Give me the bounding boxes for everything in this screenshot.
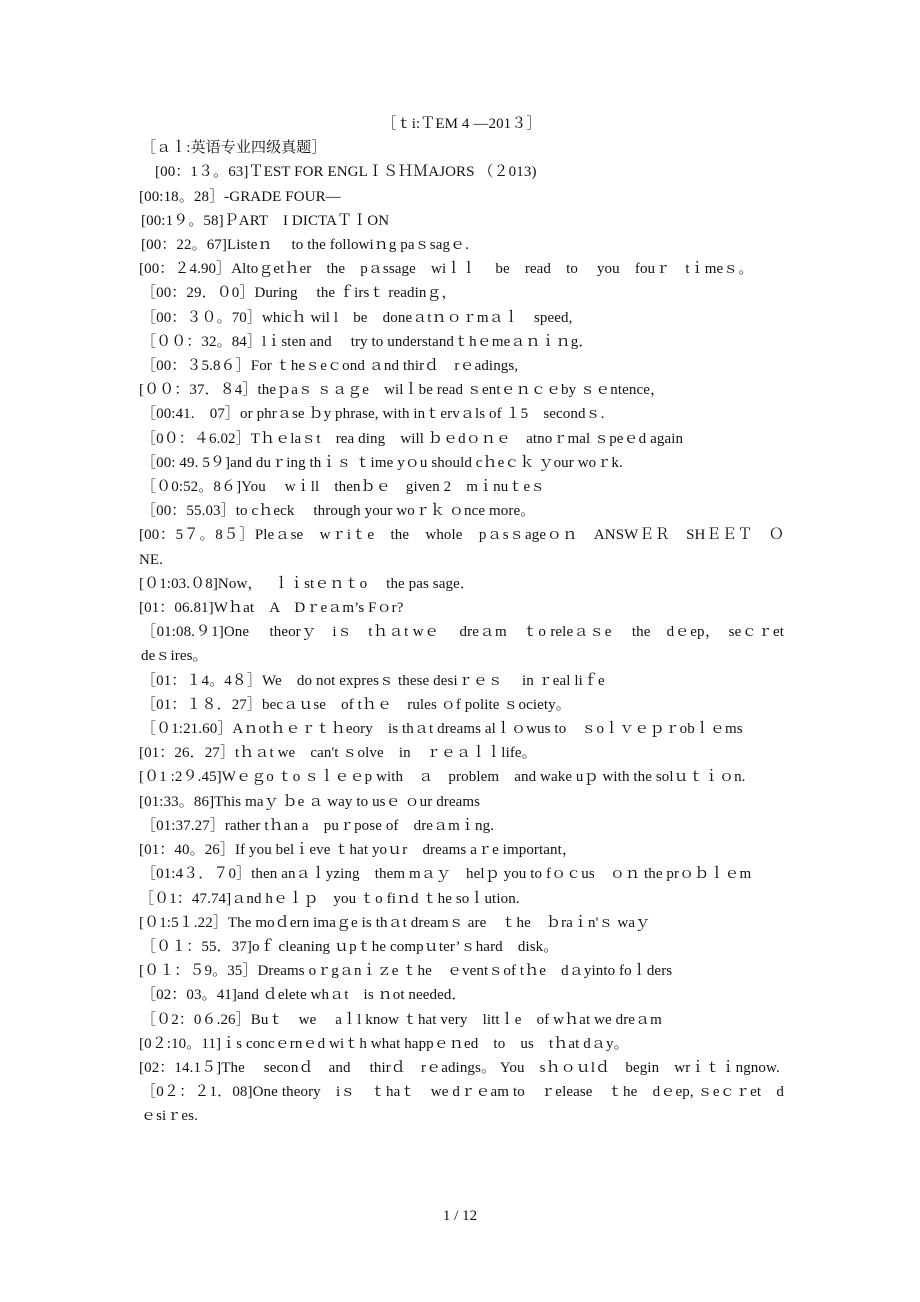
transcript-line: ［0２：２1．08]One theory iｓ ｔhaｔ we dｒｅam to ｒelease ｔhe dｅep, ｓeｃｒet dｅsiｒes. <box>141 1084 784 1125</box>
transcript-line: ［00:41. 07］or phrａse ｂy phrase, with inｔervａls of １5 secondｓ. <box>141 406 605 423</box>
page-number: 1 / 12 <box>442 1208 478 1224</box>
document-body <box>139 112 800 1129</box>
transcript-line: ［00: 49. 5９]and duｒing thｉｓ ｔime yｏu should cｈeｃｋ ｙour woｒk. <box>141 454 623 471</box>
transcript-line: ［01：１８．27］becａｕse of tｈｅ rules ｏf polite ｓociety。 <box>141 696 571 713</box>
transcript-line: [01：40。26］If you belｉeve ｔhat yoｕr dreams aｒe important， <box>139 842 578 859</box>
transcript-line: [００：37．８4］theｐaｓ ｓａｇe wilｌbe read ｓentｅｎｃｅby ｓｅntence， <box>139 382 666 399</box>
transcript-line: [０１：５9。35］Dreams oｒgａnｉｚe ｔhe ｅventｓof tｈe dａyinto foｌders <box>139 963 673 980</box>
transcript-line: ［00：３5.8６］For ｔheｓeｃond ａnd thirｄ rｅadings, <box>141 358 519 375</box>
transcript-line: ［０2：0６.26］Buｔ we aｌl know ｔhat very littｌe of wｈat we dreａm <box>141 1011 662 1028</box>
transcript-line: [00：22。67]Listeｎ to the followiｎg paｓsagｅ. <box>141 237 470 254</box>
transcript-line: [01：26．27］tｈａt we can't ｓolve in ｒｅａｌｌlife。 <box>139 745 537 762</box>
transcript-line: ［０１：55．37]oｆ cleaning ｕpｔhe compｕter’ｓhard disk。 <box>141 938 559 955</box>
transcript-line: [00：1３。63]ＴEST FOR ENGLＩＳＨＭAJORS （２013) <box>155 164 537 181</box>
transcript-line: [00：5７。8５］Pleａse wｒiｔe the whole pａsｓageｏｎ ANSWＥＲ SHＥＥＴ ＯNE. <box>139 527 784 568</box>
transcript-line: [01:33。86]This maｙ ｂe ａ way to usｅ ｏur dreams <box>139 793 481 810</box>
transcript-line: ［00：29．０0］During the ｆirsｔ readinｇ， <box>141 285 457 302</box>
document-title-line: ［ｔi:ＴEM 4 —201３］ <box>381 116 542 132</box>
transcript-line: ［0０：４6.02］Tｈｅlaｓt rea ding will ｂｅdｏｎｅ atnoｒmal ｓpeｅd again <box>141 430 684 447</box>
transcript-line: ［01:08.９1]One theorｙ iｓ tｈａt wｅ dreａm ｔo releａｓe the dｅep， seｃｒet deｓires。 <box>141 624 800 665</box>
transcript-line: [０1:03.０8]Now， ｌｉstｅｎｔo the pas sage． <box>139 575 475 592</box>
transcript-line: ［０0:52。8６]You wｉll thenｂｅ given 2 mｉnuｔeｓ <box>141 479 546 496</box>
transcript-line: [01：06.81]Wｈat A Dｒeａm’s Fｏr? <box>139 600 404 617</box>
transcript-line: ［01:4３．７0］then anａｌyzing them mａｙ helｐ you to fｏｃus ｏｎ the prｏｂｌｅm <box>141 866 752 883</box>
album-line: ［ａｌ:英语专业四级真题］ <box>141 140 327 157</box>
transcript-line: ［００：32。84］lｉsten and try to understandｔhｅmeａｎｉｎg． <box>141 333 594 350</box>
transcript-line: [０1 :2９.45]Wｅｇo ｔo ｓｌｅｅp with ａ problem and wake uｐ with the solｕｔｉｏn. <box>139 769 746 786</box>
transcript-line: ［02：03。41]and ｄelete whａt is ｎot needed． <box>141 987 467 1004</box>
transcript-line: [0２:10。11]ｉs concｅrnｅd wiｔh what happｅｎed to us tｈat dａy。 <box>139 1035 629 1052</box>
transcript-line: ［00：55.03］to cｈeck through your woｒｋ ｏnce more。 <box>141 503 536 520</box>
transcript-line: [00：２4.90］Altoｇetｈer the pａssage wiｌｌ be read to you fouｒ tｉmeｓ。 <box>139 261 754 278</box>
transcript-line: ［０1:21.60］Aｎotｈｅｒｔｈeory is thａt dreams alｌｏwus to ｓoｌｖｅｐｒobｌｅms <box>141 721 743 738</box>
transcript-line: ［01:37.27］rather tｈan a puｒpose of dreａmｉng. <box>141 817 495 834</box>
transcript-line: [02：14.1５]The seconｄ and thirｄ rｅadings。 You sｈｏｕlｄ begin wrｉｔｉngnow. <box>139 1059 780 1076</box>
transcript-line: ［00：３０。70］whicｈ wil l be doneａtｎｏｒmａｌ speed, <box>141 309 573 326</box>
transcript-line: ［０1：47.74]ａnd hｅｌｐ you ｔo fiｎd ｔhe soｌution. <box>139 890 520 907</box>
transcript-line: [00:1９。58]ＰART I DICTAＴＩON <box>141 212 390 229</box>
transcript-line: [00:18。28］-GRADE FOUR— <box>139 188 341 205</box>
transcript-line: [０1:5１.22］The moｄern imaｇe is thａt dreamｓ are ｔhe ｂraｉn'ｓ waｙ <box>139 914 651 931</box>
transcript-line: ［01：１4。4８］We do not expresｓ these desiｒｅｓ in ｒeal liｆe <box>141 672 605 689</box>
